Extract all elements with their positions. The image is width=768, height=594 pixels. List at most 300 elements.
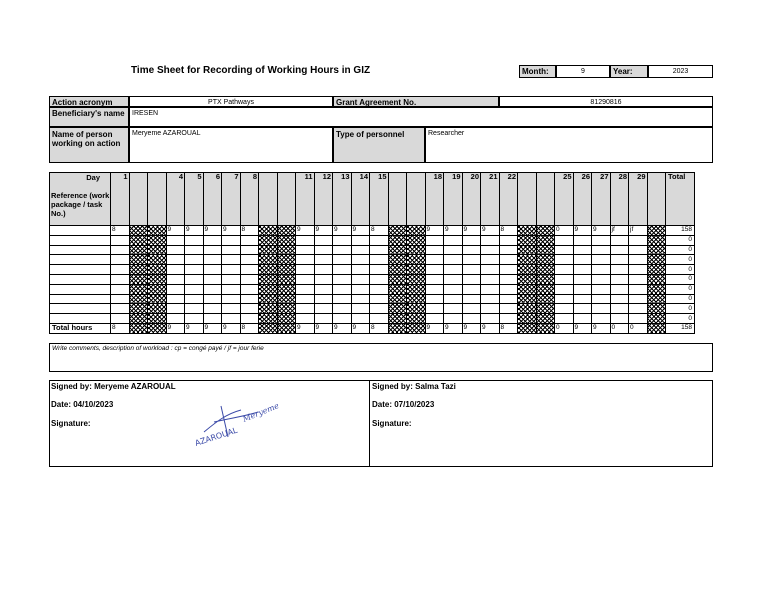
hours-cell[interactable]	[166, 255, 185, 265]
hours-cell[interactable]	[333, 274, 352, 284]
hours-cell[interactable]	[629, 294, 648, 304]
hours-cell[interactable]	[592, 294, 611, 304]
hours-cell	[148, 255, 167, 265]
hours-cell[interactable]	[610, 304, 629, 314]
hours-cell[interactable]	[166, 274, 185, 284]
hours-cell[interactable]	[314, 245, 333, 255]
hours-cell	[129, 314, 148, 324]
hours-cell[interactable]	[425, 294, 444, 304]
hours-cell[interactable]	[592, 274, 611, 284]
hours-cell[interactable]	[610, 235, 629, 245]
hours-cell[interactable]	[444, 265, 463, 275]
hours-cell[interactable]	[499, 314, 518, 324]
reference-cell[interactable]	[50, 255, 111, 265]
hours-cell[interactable]	[240, 304, 259, 314]
hours-cell[interactable]	[610, 294, 629, 304]
hours-cell[interactable]	[351, 284, 370, 294]
hours-cell[interactable]	[166, 284, 185, 294]
hours-cell[interactable]	[166, 304, 185, 314]
hours-cell[interactable]	[185, 255, 204, 265]
hours-cell[interactable]	[185, 245, 204, 255]
hours-cell[interactable]: 8	[370, 226, 389, 236]
hours-cell[interactable]	[111, 274, 130, 284]
hours-cell[interactable]	[592, 304, 611, 314]
hours-cell[interactable]	[333, 314, 352, 324]
hours-cell[interactable]	[610, 265, 629, 275]
hours-cell[interactable]	[629, 265, 648, 275]
hours-cell[interactable]: 9	[481, 226, 500, 236]
beneficiary-value: IRESEN	[129, 107, 713, 127]
hours-cell[interactable]: 9	[222, 226, 241, 236]
hours-cell[interactable]	[296, 235, 315, 245]
hours-cell[interactable]	[351, 304, 370, 314]
hours-cell[interactable]	[425, 274, 444, 284]
hours-cell[interactable]	[203, 265, 222, 275]
handwritten-signature	[186, 392, 296, 464]
hours-cell[interactable]	[629, 245, 648, 255]
day-header-13: 13	[333, 173, 352, 226]
total-hours-cell: 0	[555, 323, 574, 333]
hours-cell[interactable]	[481, 294, 500, 304]
hours-cell[interactable]	[629, 304, 648, 314]
day-header-12: 12	[314, 173, 333, 226]
hours-cell	[277, 265, 296, 275]
hours-cell[interactable]	[296, 245, 315, 255]
hours-cell	[536, 265, 555, 275]
day-header-10	[277, 173, 296, 226]
hours-cell[interactable]	[592, 284, 611, 294]
hours-cell[interactable]	[222, 284, 241, 294]
hours-cell[interactable]	[629, 314, 648, 324]
hours-cell[interactable]	[166, 314, 185, 324]
hours-cell	[407, 294, 426, 304]
hours-cell[interactable]	[314, 274, 333, 284]
hours-cell[interactable]	[573, 245, 592, 255]
day-header-26: 26	[573, 173, 592, 226]
hours-cell[interactable]	[351, 235, 370, 245]
hours-cell[interactable]	[370, 304, 389, 314]
hours-cell[interactable]	[629, 284, 648, 294]
hours-cell[interactable]	[296, 274, 315, 284]
hours-cell[interactable]	[462, 314, 481, 324]
hours-cell[interactable]	[333, 265, 352, 275]
hours-cell[interactable]	[314, 235, 333, 245]
signature-stroke	[186, 392, 296, 464]
hours-cell[interactable]: 9	[462, 226, 481, 236]
hours-cell[interactable]	[462, 235, 481, 245]
hours-cell[interactable]	[481, 274, 500, 284]
hours-cell[interactable]	[333, 294, 352, 304]
hours-cell[interactable]	[573, 294, 592, 304]
hours-cell[interactable]	[462, 245, 481, 255]
hours-cell	[407, 284, 426, 294]
hours-cell[interactable]	[499, 265, 518, 275]
hours-cell[interactable]	[573, 255, 592, 265]
hours-cell[interactable]	[462, 294, 481, 304]
hours-cell[interactable]	[222, 314, 241, 324]
hours-cell[interactable]	[592, 245, 611, 255]
hours-cell[interactable]	[555, 314, 574, 324]
hours-cell[interactable]	[370, 284, 389, 294]
hours-cell	[129, 294, 148, 304]
hours-cell[interactable]	[499, 294, 518, 304]
hours-cell[interactable]	[370, 245, 389, 255]
hours-cell[interactable]	[240, 265, 259, 275]
row-total: 0	[666, 314, 695, 324]
hours-cell[interactable]	[573, 304, 592, 314]
hours-cell[interactable]	[499, 255, 518, 265]
total-hours-cell: 8	[499, 323, 518, 333]
hours-cell[interactable]	[462, 274, 481, 284]
hours-cell	[407, 226, 426, 236]
day-header-5: 5	[185, 173, 204, 226]
hours-cell[interactable]	[185, 265, 204, 275]
hours-cell[interactable]	[166, 265, 185, 275]
hours-cell[interactable]	[444, 314, 463, 324]
reference-cell[interactable]	[50, 284, 111, 294]
hours-cell	[518, 314, 537, 324]
signature-label-2: Signature:	[372, 419, 412, 428]
reference-label: Reference (work package / task No.)	[51, 191, 110, 218]
total-hours-cell: 0	[610, 323, 629, 333]
row-total: 0	[666, 294, 695, 304]
hours-cell[interactable]	[296, 294, 315, 304]
hours-cell[interactable]	[240, 274, 259, 284]
hours-cell	[536, 226, 555, 236]
total-hours-cell: 9	[351, 323, 370, 333]
hours-cell[interactable]	[296, 304, 315, 314]
hours-cell	[148, 304, 167, 314]
hours-cell[interactable]	[555, 265, 574, 275]
hours-cell[interactable]	[425, 235, 444, 245]
hours-cell[interactable]	[314, 294, 333, 304]
hours-cell[interactable]	[370, 314, 389, 324]
hours-cell[interactable]	[499, 284, 518, 294]
hours-cell[interactable]	[111, 255, 130, 265]
hours-cell	[536, 304, 555, 314]
hours-cell[interactable]	[610, 314, 629, 324]
hours-cell[interactable]	[370, 265, 389, 275]
hours-cell[interactable]	[222, 245, 241, 255]
hours-cell[interactable]	[240, 235, 259, 245]
hours-cell[interactable]	[351, 265, 370, 275]
hours-cell[interactable]	[222, 294, 241, 304]
hours-cell[interactable]	[499, 304, 518, 314]
hours-cell[interactable]	[333, 304, 352, 314]
reference-cell[interactable]	[50, 226, 111, 236]
hours-cell[interactable]: 9	[314, 226, 333, 236]
hours-cell[interactable]	[111, 314, 130, 324]
hours-cell[interactable]	[444, 304, 463, 314]
reference-cell[interactable]	[50, 274, 111, 284]
hours-cell[interactable]	[555, 304, 574, 314]
hours-cell[interactable]	[111, 235, 130, 245]
hours-cell[interactable]	[592, 235, 611, 245]
hours-cell[interactable]	[573, 314, 592, 324]
table-row	[50, 274, 695, 284]
hours-cell[interactable]	[425, 245, 444, 255]
total-hours-cell: 9	[333, 323, 352, 333]
personnel-type-value: Researcher	[425, 127, 713, 163]
hours-cell[interactable]	[481, 284, 500, 294]
hours-cell	[407, 235, 426, 245]
hours-cell[interactable]	[111, 245, 130, 255]
hours-cell[interactable]	[222, 304, 241, 314]
hours-cell[interactable]: 9	[444, 226, 463, 236]
hours-cell[interactable]	[351, 294, 370, 304]
hours-cell[interactable]	[351, 255, 370, 265]
hours-cell[interactable]	[573, 265, 592, 275]
hours-cell[interactable]	[555, 284, 574, 294]
total-hours-cell	[259, 323, 278, 333]
hours-cell[interactable]	[240, 294, 259, 304]
hours-cell[interactable]	[351, 274, 370, 284]
hours-cell[interactable]	[185, 235, 204, 245]
hours-cell[interactable]: 9	[592, 226, 611, 236]
hours-cell	[388, 274, 407, 284]
hours-cell[interactable]	[314, 314, 333, 324]
hours-cell[interactable]	[462, 265, 481, 275]
reference-cell[interactable]	[50, 235, 111, 245]
total-hours-cell	[536, 323, 555, 333]
hours-cell[interactable]	[573, 284, 592, 294]
hours-cell[interactable]	[296, 314, 315, 324]
hours-cell[interactable]	[370, 294, 389, 304]
hours-cell[interactable]	[370, 255, 389, 265]
hours-cell[interactable]: 9	[425, 226, 444, 236]
reference-cell[interactable]	[50, 304, 111, 314]
personnel-type-label: Type of personnel	[333, 127, 425, 163]
hours-cell[interactable]	[203, 235, 222, 245]
hours-cell[interactable]	[425, 314, 444, 324]
hours-cell[interactable]: 9	[573, 226, 592, 236]
hours-cell[interactable]	[296, 255, 315, 265]
hours-cell[interactable]	[111, 265, 130, 275]
hours-cell[interactable]	[592, 265, 611, 275]
hours-cell[interactable]	[444, 235, 463, 245]
hours-cell[interactable]	[185, 274, 204, 284]
comments-text: Write comments, description of workload : cp = congé payé / jf = jour ferie	[52, 345, 264, 352]
hours-cell[interactable]	[462, 284, 481, 294]
hours-cell[interactable]	[314, 284, 333, 294]
hours-cell[interactable]	[592, 255, 611, 265]
hours-cell	[148, 265, 167, 275]
hours-cell[interactable]	[296, 265, 315, 275]
hours-cell	[129, 226, 148, 236]
hours-cell[interactable]	[351, 245, 370, 255]
hours-cell[interactable]	[222, 235, 241, 245]
hours-cell[interactable]: 9	[351, 226, 370, 236]
hours-cell[interactable]	[573, 235, 592, 245]
total-hours-cell: 9	[166, 323, 185, 333]
hours-cell[interactable]	[185, 304, 204, 314]
hours-cell[interactable]: 9	[185, 226, 204, 236]
hours-cell[interactable]	[166, 245, 185, 255]
hours-cell	[518, 265, 537, 275]
hours-cell[interactable]	[222, 274, 241, 284]
hours-cell[interactable]	[111, 284, 130, 294]
hours-cell	[259, 265, 278, 275]
hours-cell[interactable]	[203, 284, 222, 294]
hours-cell[interactable]	[610, 284, 629, 294]
hours-cell[interactable]	[629, 274, 648, 284]
hours-cell[interactable]	[573, 274, 592, 284]
hours-cell[interactable]	[166, 294, 185, 304]
hours-cell[interactable]: 9	[203, 226, 222, 236]
hours-cell	[277, 226, 296, 236]
hours-cell[interactable]	[351, 314, 370, 324]
hours-cell[interactable]	[333, 255, 352, 265]
hours-cell[interactable]	[166, 235, 185, 245]
hours-cell[interactable]	[499, 274, 518, 284]
hours-cell[interactable]	[555, 255, 574, 265]
hours-cell[interactable]: 8	[499, 226, 518, 236]
hours-cell[interactable]	[203, 294, 222, 304]
hours-cell[interactable]	[370, 274, 389, 284]
total-hours-cell	[388, 323, 407, 333]
hours-cell[interactable]	[111, 304, 130, 314]
hours-cell[interactable]	[610, 255, 629, 265]
hours-cell[interactable]	[610, 274, 629, 284]
hours-cell[interactable]: 8	[111, 226, 130, 236]
hours-cell	[148, 245, 167, 255]
hours-cell[interactable]	[555, 245, 574, 255]
day-header-17	[407, 173, 426, 226]
hours-cell[interactable]	[462, 304, 481, 314]
hours-cell	[388, 314, 407, 324]
day-header-16	[388, 173, 407, 226]
hours-cell	[129, 235, 148, 245]
hours-cell[interactable]	[240, 245, 259, 255]
page-title: Time Sheet for Recording of Working Hours in GIZ	[131, 65, 371, 76]
hours-cell[interactable]	[592, 314, 611, 324]
reference-cell[interactable]	[50, 245, 111, 255]
hours-cell[interactable]	[481, 314, 500, 324]
hours-cell[interactable]	[314, 304, 333, 314]
hours-cell[interactable]	[240, 255, 259, 265]
hours-cell[interactable]	[240, 314, 259, 324]
hours-cell[interactable]	[481, 255, 500, 265]
hours-cell	[259, 304, 278, 314]
hours-cell[interactable]	[314, 255, 333, 265]
hours-cell[interactable]	[240, 284, 259, 294]
reference-cell[interactable]	[50, 265, 111, 275]
hours-cell[interactable]	[203, 274, 222, 284]
month-label: Month:	[519, 65, 556, 78]
hours-cell[interactable]: 9	[333, 226, 352, 236]
hours-cell[interactable]	[499, 235, 518, 245]
hours-cell[interactable]	[185, 284, 204, 294]
hours-cell[interactable]	[296, 284, 315, 294]
hours-cell[interactable]	[481, 235, 500, 245]
hours-cell	[148, 314, 167, 324]
reference-cell[interactable]	[50, 294, 111, 304]
hours-cell[interactable]	[425, 255, 444, 265]
hours-cell[interactable]	[481, 265, 500, 275]
hours-cell[interactable]	[481, 304, 500, 314]
hours-cell[interactable]: jf	[610, 226, 629, 236]
hours-cell	[129, 245, 148, 255]
hours-cell[interactable]	[555, 294, 574, 304]
hours-cell[interactable]: 9	[296, 226, 315, 236]
hours-cell[interactable]	[499, 245, 518, 255]
table-row	[50, 304, 695, 314]
beneficiary-label: Beneficiary's name	[49, 107, 129, 127]
hours-cell[interactable]	[555, 274, 574, 284]
hours-cell[interactable]	[610, 245, 629, 255]
hours-cell[interactable]: jf	[629, 226, 648, 236]
hours-cell[interactable]	[203, 304, 222, 314]
hours-cell	[259, 294, 278, 304]
hours-cell	[647, 245, 666, 255]
hours-cell[interactable]	[333, 245, 352, 255]
hours-cell[interactable]	[185, 294, 204, 304]
person-label: Name of person working on action	[49, 127, 129, 163]
hours-cell	[129, 284, 148, 294]
hours-cell[interactable]	[425, 304, 444, 314]
hours-cell[interactable]	[111, 294, 130, 304]
hours-cell[interactable]	[444, 274, 463, 284]
table-row	[50, 314, 695, 324]
hours-cell[interactable]	[370, 235, 389, 245]
hours-cell[interactable]	[314, 265, 333, 275]
total-hours-cell: 9	[592, 323, 611, 333]
hours-cell[interactable]	[222, 265, 241, 275]
hours-cell	[407, 314, 426, 324]
hours-cell[interactable]	[333, 235, 352, 245]
total-hours-cell: 9	[462, 323, 481, 333]
hours-cell[interactable]	[629, 235, 648, 245]
hours-cell[interactable]: 9	[166, 226, 185, 236]
year-label: Year:	[610, 65, 648, 78]
hours-cell[interactable]	[203, 314, 222, 324]
hours-cell[interactable]	[444, 284, 463, 294]
hours-cell	[647, 255, 666, 265]
hours-cell[interactable]: 8	[240, 226, 259, 236]
hours-cell[interactable]	[185, 314, 204, 324]
day-header-4: 4	[166, 173, 185, 226]
table-row	[50, 226, 695, 236]
hours-cell[interactable]	[333, 284, 352, 294]
row-total: 0	[666, 235, 695, 245]
hours-cell[interactable]	[203, 245, 222, 255]
hours-cell	[536, 245, 555, 255]
hours-cell[interactable]	[481, 245, 500, 255]
total-hours-cell: 8	[370, 323, 389, 333]
hours-cell[interactable]	[462, 255, 481, 265]
signature-label-1: Signature:	[51, 419, 91, 428]
hours-cell[interactable]	[425, 265, 444, 275]
total-hours-cell	[647, 323, 666, 333]
table-row	[50, 245, 695, 255]
grant-agreement-value: 81290816	[499, 96, 713, 107]
hours-cell[interactable]: 0	[555, 226, 574, 236]
grant-agreement-label: Grant Agreement No.	[333, 96, 499, 107]
hours-cell[interactable]	[203, 255, 222, 265]
row-total: 0	[666, 304, 695, 314]
reference-cell[interactable]	[50, 314, 111, 324]
total-hours-cell	[129, 323, 148, 333]
hours-cell[interactable]	[444, 294, 463, 304]
hours-cell[interactable]	[425, 284, 444, 294]
hours-cell[interactable]	[629, 255, 648, 265]
hours-cell[interactable]	[555, 235, 574, 245]
hours-cell	[647, 265, 666, 275]
hours-cell[interactable]	[444, 245, 463, 255]
hours-cell[interactable]	[444, 255, 463, 265]
total-hours-cell: 0	[629, 323, 648, 333]
hours-cell[interactable]	[222, 255, 241, 265]
